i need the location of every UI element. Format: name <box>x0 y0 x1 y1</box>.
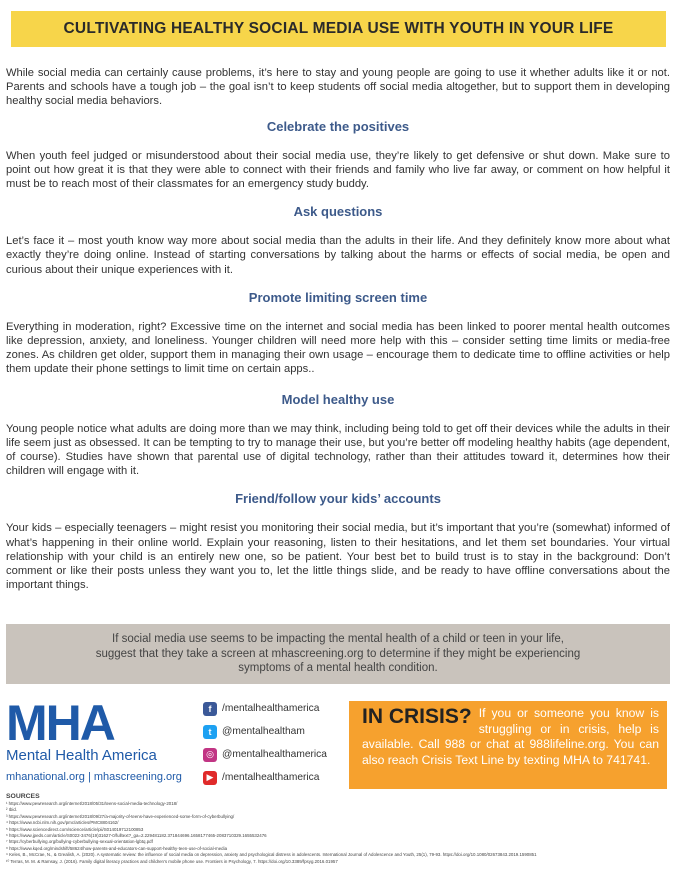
youtube-handle: /mentalhealthamerica <box>222 772 320 783</box>
source-item[interactable]: ⁸ https://www.kqed.org/mindshift/58624/how-parents-and-educators-can-support-healthy-teen-use-of-social-media <box>6 845 228 851</box>
sources-list <box>6 793 670 865</box>
section-body-screen-time: Everything in moderation, right? Excessive time on the internet and social media has been linked to poorer mental health outcomes like depression, anxiety, and loneliness. Younger children will need more help with this – consider setting time limits or media-free zones. As children get older, support them in managing their own usage – encourage them to dedicate time to offline activities or help them update their phone settings to limit time on certain apps.. <box>6 320 670 376</box>
section-heading-ask: Ask questions <box>293 204 383 220</box>
section-heading-celebrate: Celebrate the positives <box>266 118 410 134</box>
instagram-handle: @mentalhealthamerica <box>222 749 327 760</box>
source-item[interactable]: ³ https://www.pewresearch.org/internet/2018/09/27/a-majority-of-teens-have-experienced-some-form-of-cyberbullying/ <box>6 813 235 819</box>
intro-paragraph: While social media can certainly cause problems, it’s here to stay and young people are going to use it whether adults like it or not. Parents and schools have a tough job – the goal isn’t to keep students off social media altogether, but to support them in developing healthy social media behaviors. <box>6 67 670 108</box>
social-row-youtube[interactable] <box>203 770 343 785</box>
logo-mark: MHA <box>6 695 114 751</box>
instagram-icon: ◎ <box>203 748 217 762</box>
article-body <box>6 66 670 592</box>
logo-urls[interactable]: mhanational.org | mhascreening.org <box>6 771 182 783</box>
section-heading-model: Model healthy use <box>281 391 395 407</box>
source-item[interactable]: ¹ https://www.pewresearch.org/internet/2018/05/31/teens-social-media-technology-2018/ <box>6 801 178 806</box>
source-item[interactable]: ⁴ https://www.ncbi.nlm.nih.gov/pmc/articles/PMC8804162/ <box>6 820 119 826</box>
crisis-box <box>349 701 667 789</box>
social-row-instagram[interactable] <box>203 747 343 762</box>
source-item[interactable]: ⁶ https://www.jpeds.com/article/S0022-3476(19)31627-0/fulltext?_ga=2.229481182.371844696.1658177465-2083710329.1655532476 <box>6 833 267 839</box>
crisis-text: If you or someone you know is struggling or in crisis, help is available. Call 988 or chat at 988lifeline.org. You can also reach Crisis Text Line by texting MHA to 741741. <box>362 706 659 767</box>
section-heading-screen-time: Promote limiting screen time <box>248 289 428 305</box>
callout-line-3: symptoms of a mental health condition. <box>238 662 438 675</box>
callout-line-1: If social media use seems to be impacting the mental health of a child or teen in your life, <box>112 633 564 646</box>
screening-callout <box>6 624 670 684</box>
section-body-celebrate: When youth feel judged or misunderstood about their social media use, they’re likely to get defensive or shut down. Make sure to point out how great it is that they were able to connect with their friends and family who live far away, or comment on how helpful it must be to reach most of their classmates for an emergency study buddy. <box>6 149 670 191</box>
twitter-icon: t <box>203 725 217 739</box>
page-title: CULTIVATING HEALTHY SOCIAL MEDIA USE WITH YOUTH IN YOUR LIFE <box>63 20 614 37</box>
source-item[interactable]: ⁷ https://cyberbullying.org/bullying-cyberbullying-sexual-orientation-lgbtq.pdf <box>6 839 153 845</box>
section-heading-friend: Friend/follow your kids’ accounts <box>235 491 441 507</box>
section-body-ask: Let’s face it – most youth know way more about social media than the adults in their life. And they definitely know more about what exactly they’re doing online. Instead of starting conversations by talking about the harms or effects of social media, be open and curious about their unique experiences with it. <box>6 235 670 276</box>
social-row-twitter[interactable] <box>203 724 343 739</box>
callout-line-2: suggest that they take a screen at mhascreening.org to determine if they might be experiencing <box>95 647 581 660</box>
title-banner <box>11 11 666 47</box>
section-body-friend: Your kids – especially teenagers – might resist you monitoring their social media, but it’s important that you’re (somewhat) informed of what’s happening in their online world. Explain your reasoning, listen to their hesitations, and let them set boundaries. Your virtual relationship with your child is an entirely new one, so be patient. Your best bet to build trust is to stay in the background: Don’t comment or like their posts unless they want you to, let the little things slide, and be ready to have offline conversations about the important things. <box>6 522 670 592</box>
youtube-icon: ▶ <box>203 771 217 785</box>
section-body-model: Young people notice what adults are doing more than we may think, including being told to get off their devices while the adults in their life seem just as obsessed. It can be tempting to try to manage their use, but you’re better off modeling healthy habits (age dependent, of course). Studies have shown that parental use of digital technology, rather than their attitudes toward it, determines how their children will engage with it. <box>6 422 670 478</box>
logo-name: Mental Health America <box>6 747 157 764</box>
source-item: ² Ibid. <box>6 807 17 813</box>
social-row-facebook[interactable] <box>203 701 343 716</box>
twitter-handle: @mentalhealtham <box>222 726 305 737</box>
source-item[interactable]: ⁹ Keles, B., McCrae, N., & Grealish, A. (2020). A systematic review: the influence of social media on depression, anxiety and psychological distress in adolescents. International Journal of Adolescence and Youth, 25(1), 79-93. https://doi.org/10.1080/02673843.2019.1590851 <box>6 852 537 858</box>
facebook-handle: /mentalhealthamerica <box>222 703 320 714</box>
mha-logo <box>6 695 196 790</box>
sources-title: SOURCES <box>6 793 40 800</box>
source-item[interactable]: ¹⁰ Terras, M. M. & Ramsay, J. (2016). Family digital literacy practices and children's mobile phone use. Frontiers in Psychology, 7. https://doi.org/10.3389/fpsyg.2016.01957 <box>6 858 338 864</box>
social-links <box>203 701 343 793</box>
facebook-icon: f <box>203 702 217 716</box>
crisis-heading: IN CRISIS? <box>362 705 472 728</box>
source-item[interactable]: ⁵ https://www.sciencedirect.com/science/article/pii/S014019712100853 <box>6 826 144 832</box>
